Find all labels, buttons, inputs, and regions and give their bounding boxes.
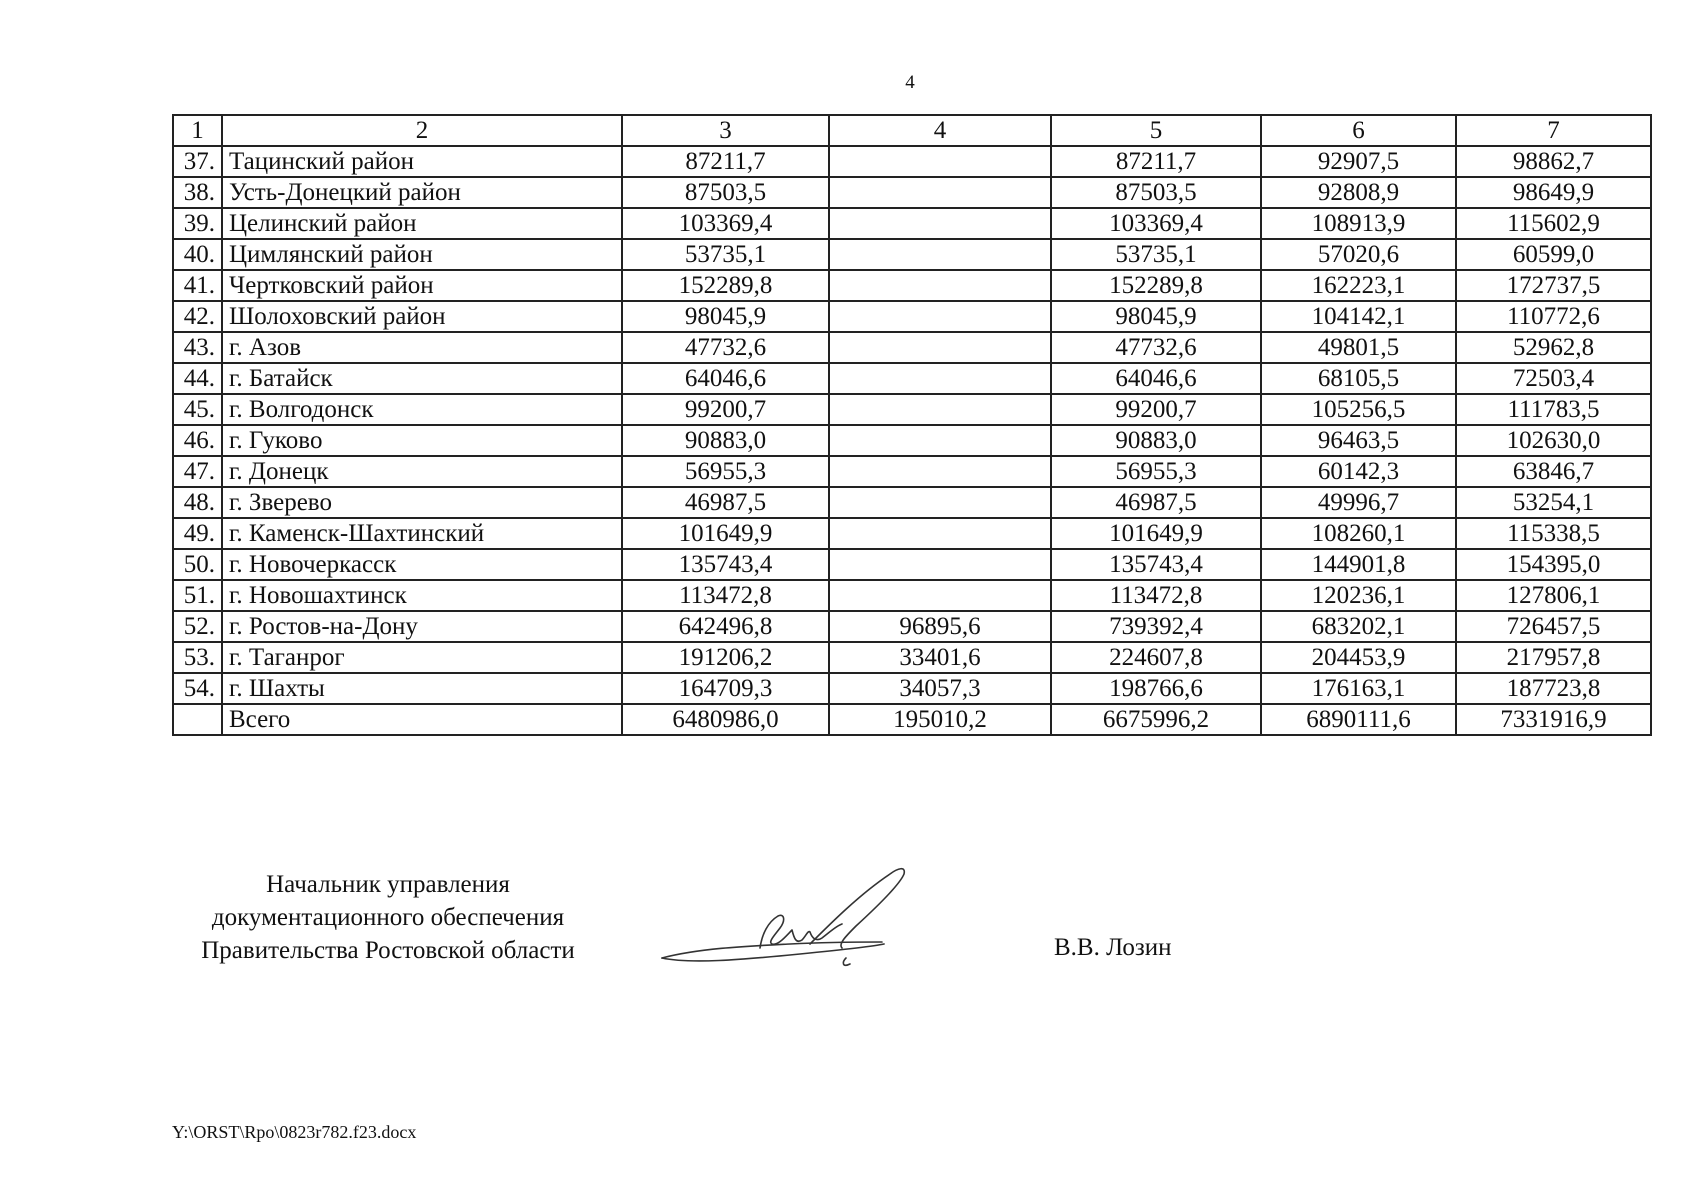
cell-c3: 90883,0: [622, 425, 829, 456]
cell-c4: 96895,6: [829, 611, 1051, 642]
cell-c6: 92808,9: [1261, 177, 1456, 208]
cell-c5: 135743,4: [1051, 549, 1261, 580]
cell-c5: 739392,4: [1051, 611, 1261, 642]
cell-c4: [829, 332, 1051, 363]
table-row: [173, 239, 1651, 270]
cell-name: Усть-Донецкий район: [222, 177, 622, 208]
signer-name: В.В. Лозин: [1054, 934, 1172, 961]
cell-name: Целинский район: [222, 208, 622, 239]
table-row: [173, 549, 1651, 580]
cell-c5: 113472,8: [1051, 580, 1261, 611]
cell-c4: [829, 394, 1051, 425]
cell-c7: 98862,7: [1456, 146, 1651, 177]
cell-c3: 87503,5: [622, 177, 829, 208]
cell-c3: 113472,8: [622, 580, 829, 611]
cell-c3: 56955,3: [622, 456, 829, 487]
cell-c3: 98045,9: [622, 301, 829, 332]
cell-num: 39.: [173, 208, 222, 239]
cell-c7: 217957,8: [1456, 642, 1651, 673]
cell-c7: 111783,5: [1456, 394, 1651, 425]
cell-c4: [829, 425, 1051, 456]
cell-c4: [829, 487, 1051, 518]
page-number: 4: [905, 72, 915, 93]
cell-c5: 224607,8: [1051, 642, 1261, 673]
cell-c7: 52962,8: [1456, 332, 1651, 363]
cell-c4: [829, 270, 1051, 301]
table-row: [173, 394, 1651, 425]
cell-c6: 108260,1: [1261, 518, 1456, 549]
cell-c7: 72503,4: [1456, 363, 1651, 394]
cell-c5: 6675996,2: [1051, 704, 1261, 735]
cell-c4: [829, 456, 1051, 487]
table-row: [173, 270, 1651, 301]
cell-name: г. Зверево: [222, 487, 622, 518]
cell-num: 45.: [173, 394, 222, 425]
cell-c6: 144901,8: [1261, 549, 1456, 580]
cell-c5: 101649,9: [1051, 518, 1261, 549]
cell-num: 40.: [173, 239, 222, 270]
cell-num: [173, 704, 222, 735]
cell-num: 43.: [173, 332, 222, 363]
cell-c5: 198766,6: [1051, 673, 1261, 704]
cell-num: 49.: [173, 518, 222, 549]
cell-name: Тацинский район: [222, 146, 622, 177]
cell-c3: 191206,2: [622, 642, 829, 673]
table-header-row: [173, 115, 1651, 146]
cell-name: г. Новочеркасск: [222, 549, 622, 580]
cell-c5: 99200,7: [1051, 394, 1261, 425]
cell-c5: 64046,6: [1051, 363, 1261, 394]
cell-c6: 49996,7: [1261, 487, 1456, 518]
cell-c3: 101649,9: [622, 518, 829, 549]
cell-name: г. Каменск-Шахтинский: [222, 518, 622, 549]
cell-c5: 98045,9: [1051, 301, 1261, 332]
cell-c5: 87503,5: [1051, 177, 1261, 208]
cell-num: 52.: [173, 611, 222, 642]
signatory-position: [172, 868, 604, 967]
cell-c4: [829, 301, 1051, 332]
cell-c6: 60142,3: [1261, 456, 1456, 487]
cell-c3: 164709,3: [622, 673, 829, 704]
cell-name: г. Шахты: [222, 673, 622, 704]
cell-c3: 6480986,0: [622, 704, 829, 735]
header-cell: 4: [829, 115, 1051, 146]
cell-c7: 63846,7: [1456, 456, 1651, 487]
budget-table: [172, 114, 1652, 736]
cell-c5: 47732,6: [1051, 332, 1261, 363]
cell-c7: 127806,1: [1456, 580, 1651, 611]
cell-c3: 53735,1: [622, 239, 829, 270]
cell-num: 38.: [173, 177, 222, 208]
cell-name: г. Донецк: [222, 456, 622, 487]
cell-c6: 683202,1: [1261, 611, 1456, 642]
cell-c4: [829, 518, 1051, 549]
table-row: [173, 177, 1651, 208]
cell-num: 53.: [173, 642, 222, 673]
cell-c5: 56955,3: [1051, 456, 1261, 487]
table-row: [173, 642, 1651, 673]
cell-c3: 47732,6: [622, 332, 829, 363]
cell-c7: 110772,6: [1456, 301, 1651, 332]
header-cell: 2: [222, 115, 622, 146]
cell-num: 51.: [173, 580, 222, 611]
cell-num: 46.: [173, 425, 222, 456]
header-cell: 5: [1051, 115, 1261, 146]
cell-name: г. Батайск: [222, 363, 622, 394]
cell-name: Шолоховский район: [222, 301, 622, 332]
table-row: [173, 518, 1651, 549]
cell-c3: 64046,6: [622, 363, 829, 394]
cell-c3: 99200,7: [622, 394, 829, 425]
cell-name: г. Ростов-на-Дону: [222, 611, 622, 642]
table-row: [173, 456, 1651, 487]
header-cell: 6: [1261, 115, 1456, 146]
header-cell: 7: [1456, 115, 1651, 146]
cell-c7: 60599,0: [1456, 239, 1651, 270]
cell-c6: 204453,9: [1261, 642, 1456, 673]
cell-c5: 90883,0: [1051, 425, 1261, 456]
table-row: [173, 673, 1651, 704]
cell-c7: 172737,5: [1456, 270, 1651, 301]
table-row: [173, 332, 1651, 363]
cell-c6: 92907,5: [1261, 146, 1456, 177]
table-row: [173, 146, 1651, 177]
cell-c6: 96463,5: [1261, 425, 1456, 456]
position-line: документационного обеспечения: [211, 904, 565, 931]
cell-c3: 642496,8: [622, 611, 829, 642]
table-row: [173, 487, 1651, 518]
cell-c4: 34057,3: [829, 673, 1051, 704]
cell-c4: [829, 549, 1051, 580]
cell-c3: 87211,7: [622, 146, 829, 177]
cell-c6: 108913,9: [1261, 208, 1456, 239]
table-row: [173, 425, 1651, 456]
cell-c6: 68105,5: [1261, 363, 1456, 394]
cell-c5: 53735,1: [1051, 239, 1261, 270]
cell-num: 47.: [173, 456, 222, 487]
table-row: [173, 363, 1651, 394]
cell-c4: [829, 177, 1051, 208]
cell-c7: 98649,9: [1456, 177, 1651, 208]
cell-num: 41.: [173, 270, 222, 301]
cell-c3: 103369,4: [622, 208, 829, 239]
position-line: Правительства Ростовской области: [201, 937, 575, 964]
table-row: [173, 208, 1651, 239]
table-row: [173, 611, 1651, 642]
cell-c4: [829, 208, 1051, 239]
cell-name: Чертковский район: [222, 270, 622, 301]
cell-c4: [829, 239, 1051, 270]
table-row: [173, 301, 1651, 332]
cell-name: г. Гуково: [222, 425, 622, 456]
cell-num: 37.: [173, 146, 222, 177]
cell-name: Цимлянский район: [222, 239, 622, 270]
cell-c5: 152289,8: [1051, 270, 1261, 301]
cell-name: Всего: [222, 704, 622, 735]
cell-c7: 115338,5: [1456, 518, 1651, 549]
cell-c4: [829, 363, 1051, 394]
cell-c7: 115602,9: [1456, 208, 1651, 239]
cell-c7: 154395,0: [1456, 549, 1651, 580]
cell-c4: 195010,2: [829, 704, 1051, 735]
cell-c3: 46987,5: [622, 487, 829, 518]
cell-name: г. Таганрог: [222, 642, 622, 673]
handwritten-signature: [660, 860, 950, 975]
header-cell: 3: [622, 115, 829, 146]
cell-c5: 46987,5: [1051, 487, 1261, 518]
cell-num: 44.: [173, 363, 222, 394]
cell-num: 50.: [173, 549, 222, 580]
cell-c6: 57020,6: [1261, 239, 1456, 270]
table-body: [173, 115, 1651, 735]
cell-c5: 103369,4: [1051, 208, 1261, 239]
cell-c7: 102630,0: [1456, 425, 1651, 456]
total-row: [173, 704, 1651, 735]
cell-c6: 105256,5: [1261, 394, 1456, 425]
cell-c7: 187723,8: [1456, 673, 1651, 704]
file-path: Y:\ORST\Rpo\0823r782.f23.docx: [172, 1122, 417, 1142]
cell-c7: 53254,1: [1456, 487, 1651, 518]
cell-c7: 726457,5: [1456, 611, 1651, 642]
cell-num: 48.: [173, 487, 222, 518]
cell-name: г. Азов: [222, 332, 622, 363]
cell-c6: 104142,1: [1261, 301, 1456, 332]
cell-name: г. Новошахтинск: [222, 580, 622, 611]
cell-c3: 135743,4: [622, 549, 829, 580]
cell-c6: 120236,1: [1261, 580, 1456, 611]
cell-c6: 162223,1: [1261, 270, 1456, 301]
cell-c6: 49801,5: [1261, 332, 1456, 363]
cell-num: 54.: [173, 673, 222, 704]
cell-c4: 33401,6: [829, 642, 1051, 673]
cell-name: г. Волгодонск: [222, 394, 622, 425]
position-line: Начальник управления: [266, 871, 510, 898]
table-row: [173, 580, 1651, 611]
cell-c3: 152289,8: [622, 270, 829, 301]
header-cell: 1: [173, 115, 222, 146]
cell-c5: 87211,7: [1051, 146, 1261, 177]
cell-num: 42.: [173, 301, 222, 332]
cell-c4: [829, 146, 1051, 177]
cell-c7: 7331916,9: [1456, 704, 1651, 735]
cell-c6: 6890111,6: [1261, 704, 1456, 735]
cell-c6: 176163,1: [1261, 673, 1456, 704]
cell-c4: [829, 580, 1051, 611]
